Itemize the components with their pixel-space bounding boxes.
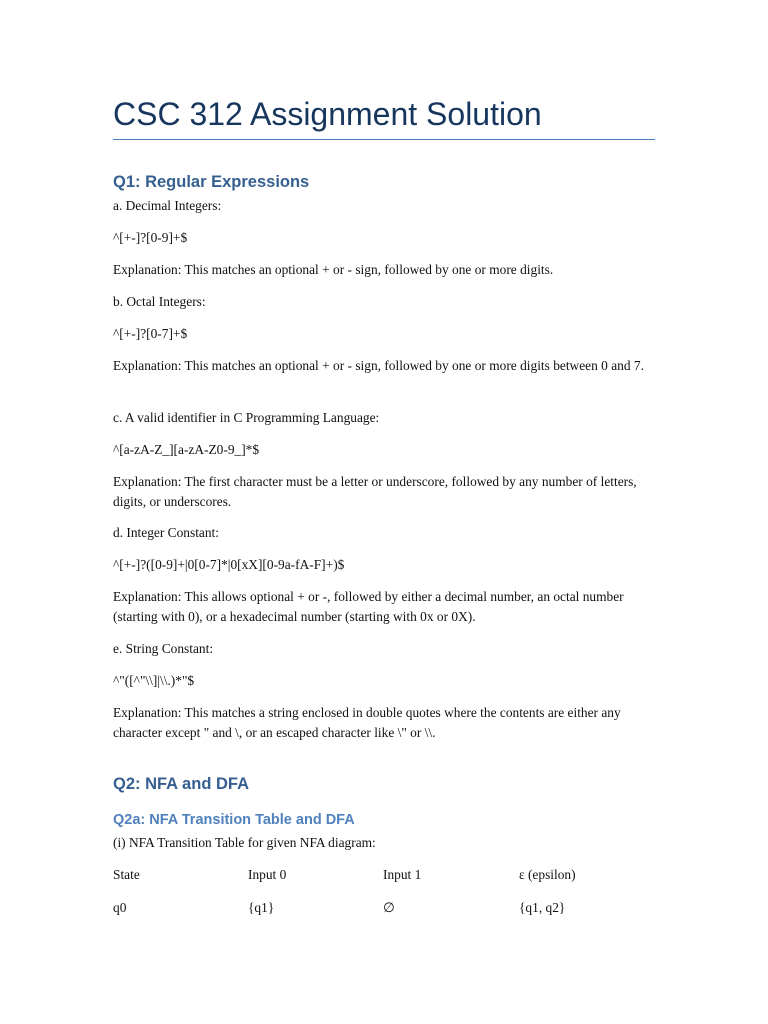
q1-d-explanation: Explanation: This allows optional + or -, followed by either a decimal number, an octal number (starting with 0), or a hexadecimal number (starting with 0x or 0X). (113, 589, 624, 624)
table-cell-state: q0 (113, 900, 127, 915)
q1-a-label: a. Decimal Integers: (113, 198, 222, 213)
document-title: CSC 312 Assignment Solution (113, 96, 542, 132)
heading-q1: Q1: Regular Expressions (113, 173, 310, 191)
q1-e-regex: ^"([^"\\]|\\.)*"$ (113, 673, 195, 688)
q1-d-label: d. Integer Constant: (113, 525, 219, 540)
q1-c-label: c. A valid identifier in C Programming Language: (113, 410, 380, 425)
q1-c-explanation: Explanation: The first character must be a letter or underscore, followed by any number of letters, digits, or underscores. (113, 474, 637, 509)
heading-q2a: Q2a: NFA Transition Table and DFA (113, 812, 355, 828)
q1-b-explanation: Explanation: This matches an optional + or - sign, followed by one or more digits between 0 and 7. (113, 358, 644, 373)
q1-a-explanation: Explanation: This matches an optional + or - sign, followed by one or more digits. (113, 262, 554, 277)
table-cell-input-0: {q1} (248, 900, 275, 915)
q1-e-explanation: Explanation: This matches a string enclosed in double quotes where the contents are either any character except " and \, or an escaped character like \" or \\. (113, 705, 621, 740)
heading-q2: Q2: NFA and DFA (113, 775, 249, 793)
q1-c-regex: ^[a-zA-Z_][a-zA-Z0-9_]*$ (113, 442, 260, 457)
q2-intro: (i) NFA Transition Table for given NFA diagram: (113, 835, 376, 850)
table-cell-epsilon: {q1, q2} (519, 900, 566, 915)
table-header-state: State (113, 867, 140, 882)
q1-a-regex: ^[+-]?[0-9]+$ (113, 230, 188, 245)
title-underline-rule (113, 139, 655, 140)
q1-b-label: b. Octal Integers: (113, 294, 206, 309)
table-header-epsilon: ε (epsilon) (519, 867, 576, 882)
table-cell-input-1: ∅ (383, 900, 395, 915)
table-header-input-0: Input 0 (248, 867, 287, 882)
q1-b-regex: ^[+-]?[0-7]+$ (113, 326, 188, 341)
q1-e-label: e. String Constant: (113, 641, 214, 656)
table-header-input-1: Input 1 (383, 867, 422, 882)
q1-d-regex: ^[+-]?([0-9]+|0[0-7]*|0[xX][0-9a-fA-F]+)$ (113, 557, 345, 572)
